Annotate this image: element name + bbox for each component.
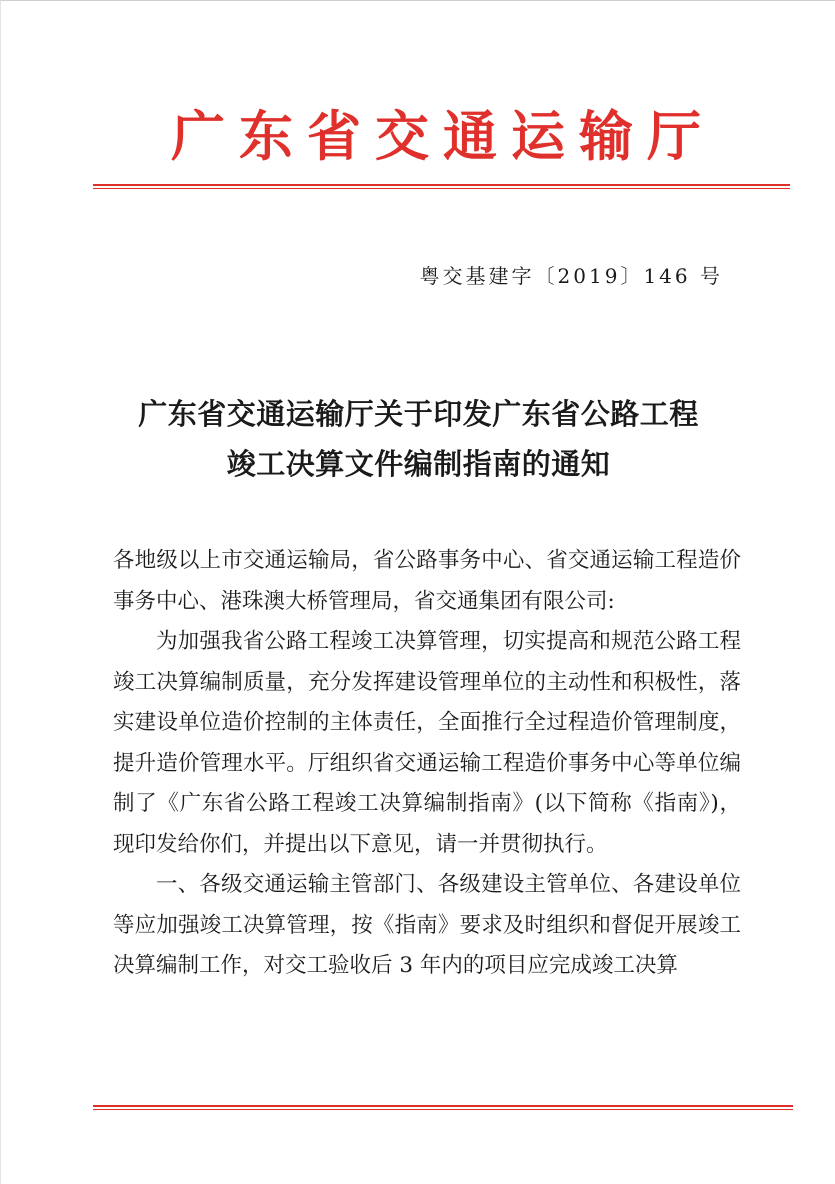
document-body xyxy=(113,541,741,987)
body-paragraph-2: 一、各级交通运输主管部门、各级建设主管单位、各建设单位等应加强竣工决算管理，按《指南》要求及时组织和督促开展竣工决算编制工作，对交工验收后 3 年内的项目应完成竣工决算 xyxy=(113,872,741,978)
salutation: 各地级以上市交通运输局，省公路事务中心、省交通运输工程造价事务中心、港珠澳大桥管理局，省交通集团有限公司: xyxy=(113,548,741,614)
document-title xyxy=(91,389,746,489)
footer-red-rule xyxy=(93,1105,793,1110)
document-number: 粤交基建字〔2019〕146 号 xyxy=(419,264,723,288)
document-title-line-2: 竣工决算文件编制指南的通知 xyxy=(226,447,611,481)
letterhead-red-rule xyxy=(93,184,790,189)
body-paragraph-1: 为加强我省公路工程竣工决算管理，切实提高和规范公路工程竣工决算编制质量，充分发挥建设管理单位的主动性和积极性，落实建设单位造价控制的主体责任，全面推行全过程造价管理制度，提升造价管理水平。厅组织省交通运输工程造价事务中心等单位编制了《广东省公路工程竣工决算编制指南》(以下简称《指南》)，现印发给你们，并提出以下意见，请一并贯彻执行。 xyxy=(113,629,741,857)
letterhead-title: 广东省交通运输厅 xyxy=(171,105,715,168)
document-title-line-1: 广东省交通运输厅关于印发广东省公路工程 xyxy=(138,397,699,431)
